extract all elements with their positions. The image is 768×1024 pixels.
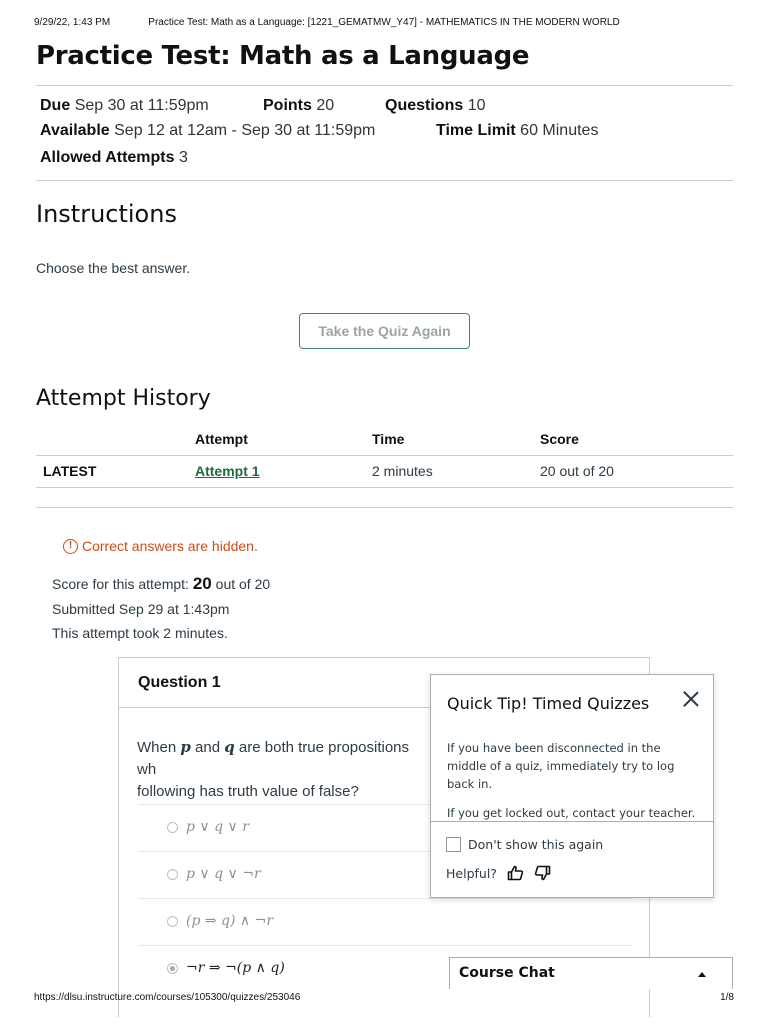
course-chat-bar[interactable] [449, 957, 733, 989]
radio-button[interactable] [167, 869, 178, 880]
quick-tip-popover [430, 674, 714, 898]
quiz-content [36, 38, 733, 74]
attempt-history-table [36, 424, 733, 488]
thumbs-up-icon[interactable] [507, 865, 524, 881]
print-url: https://dlsu.instructure.com/courses/105300/quizzes/253046 [34, 992, 301, 1003]
quick-tip-text-2: If you get locked out, contact your teacher. [447, 806, 696, 820]
column-header-score: Score [540, 431, 579, 447]
table-header-row [36, 424, 733, 455]
caret-up-icon[interactable] [698, 972, 706, 977]
warning-icon: ! [63, 539, 78, 554]
divider [36, 180, 733, 181]
page-number: 1/8 [720, 992, 734, 1003]
answer-expression: ¬r ⇒ ¬(p ∧ q) [186, 960, 285, 976]
attempt-history-heading: Attempt History [36, 386, 211, 411]
checkbox[interactable] [446, 837, 461, 852]
answer-expression: (p ⇒ q) ∧ ¬r [186, 913, 274, 929]
radio-button[interactable] [167, 822, 178, 833]
question-title: Question 1 [119, 658, 649, 708]
quick-tip-body [447, 739, 702, 822]
instructions-heading: Instructions [36, 200, 177, 228]
table-row [36, 456, 733, 487]
answer-expression: p ∨ q ∨ ¬r [186, 866, 261, 882]
score-line: Score for this attempt: 20 out of 20 [52, 574, 271, 593]
helpful-label: Helpful? [446, 865, 497, 881]
attempt-time: 2 minutes [372, 463, 433, 479]
helpful-feedback [446, 865, 551, 881]
answers-hidden-alert [63, 538, 258, 554]
print-doc-title: Practice Test: Math as a Language: [1221_GEMATMW_Y47] - MATHEMATICS IN THE MODERN WORLD [148, 17, 620, 28]
thumbs-down-icon[interactable] [534, 865, 551, 881]
divider [36, 85, 733, 86]
print-header [34, 17, 734, 31]
print-date: 9/29/22, 1:43 PM [34, 17, 111, 28]
attempt-1-link[interactable]: Attempt 1 [195, 463, 260, 479]
dont-show-label: Don't show this again [468, 837, 604, 852]
answer-option[interactable] [138, 898, 633, 945]
allowed-attempts-detail: Allowed Attempts 3 [40, 149, 188, 166]
print-footer [34, 992, 734, 1003]
question-text: When p and q are both true propositions wh following has truth value of false? [137, 738, 410, 800]
latest-label: LATEST [43, 463, 97, 479]
column-header-attempt: Attempt [195, 431, 248, 447]
page-title: Practice Test: Math as a Language [36, 41, 530, 71]
take-quiz-again-button[interactable]: Take the Quiz Again [299, 313, 470, 349]
column-header-time: Time [372, 431, 405, 447]
close-icon[interactable] [681, 689, 701, 709]
quick-tip-title: Quick Tip! Timed Quizzes [447, 694, 650, 713]
instructions-text: Choose the best answer. [36, 260, 191, 276]
submitted-text: Submitted Sep 29 at 1:43pm [52, 601, 230, 617]
divider [431, 821, 713, 822]
available-detail: Available Sep 12 at 12am - Sep 30 at 11:59pm [40, 122, 376, 139]
duration-text: This attempt took 2 minutes. [52, 625, 228, 641]
questions-detail: Questions 10 [385, 97, 486, 114]
attempt-score: 20 out of 20 [540, 463, 614, 479]
radio-button-selected[interactable] [167, 963, 178, 974]
due-detail: Due Sep 30 at 11:59pm [40, 97, 209, 114]
answer-expression: p ∨ q ∨ r [186, 819, 249, 835]
dont-show-again-checkbox[interactable] [446, 837, 603, 852]
points-detail: Points 20 [263, 97, 335, 114]
radio-button[interactable] [167, 916, 178, 927]
quick-tip-text-1: If you have been disconnected in the middle of a quiz, immediately try to log back in. [447, 741, 675, 791]
score-value: 20 [192, 574, 212, 593]
alert-text: Correct answers are hidden. [82, 538, 258, 554]
divider [36, 507, 733, 508]
time-limit-detail: Time Limit 60 Minutes [436, 122, 599, 139]
divider [36, 487, 733, 488]
course-chat-label: Course Chat [459, 965, 555, 981]
